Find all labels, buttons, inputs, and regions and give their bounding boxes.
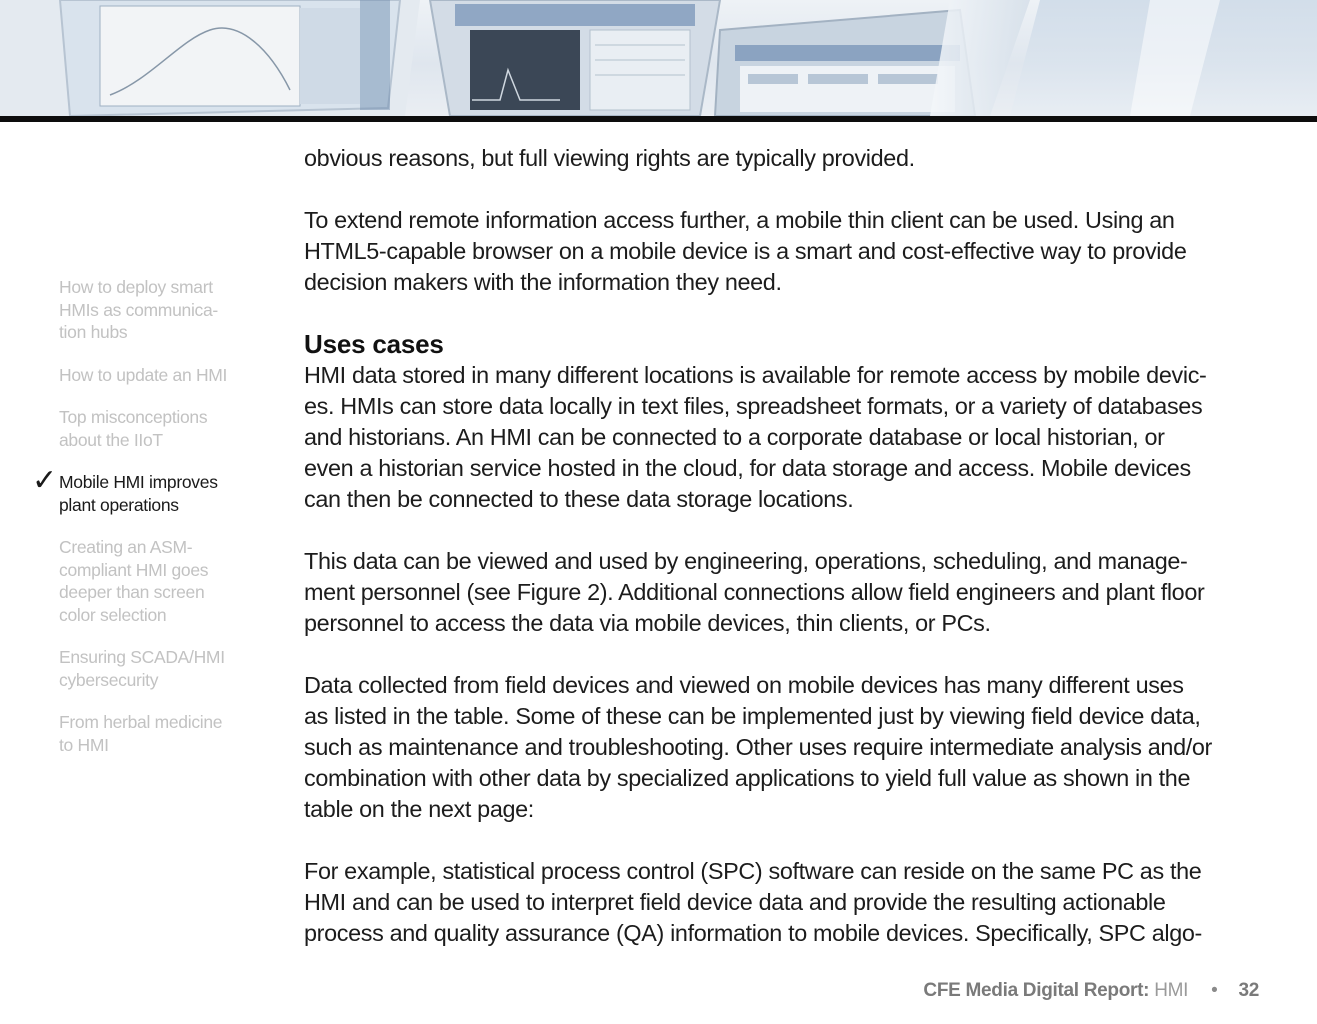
header-divider [0, 116, 1317, 122]
toc-item-asm-compliant-hmi[interactable]: Creating an ASM- compliant HMI goes deeper than screen color selection [59, 537, 209, 625]
paragraph-personnel-access: This data can be viewed and used by engineering, operations, scheduling, and manage- ment personnel (see Figure 2). Additional connections allow field engineers and plant floor personnel to access the data via mobile devices, thin clients, or PCs. [304, 548, 1205, 636]
paragraph-spc-example: For example, statistical process control (SPC) software can reside on the same PC as the HMI and can be used to interpret field device data and provide the resulting actionable process and quality assurance (QA) information to mobile devices. Specifically, SPC algo- [304, 858, 1202, 946]
footer-separator-bullet: • [1211, 980, 1218, 1001]
hmi-screens-illustration [0, 0, 1317, 116]
paragraph-mobile-thin-client: To extend remote information access further, a mobile thin client can be used. Using an HTML5-capable browser on a mobile device is a smart and cost-effective way to provide decision makers with the information they need. [304, 207, 1187, 295]
toc-item-update-hmi[interactable]: How to update an HMI [59, 364, 228, 385]
page-number: 32 [1238, 980, 1259, 1001]
section-heading-uses-cases: Uses cases [304, 329, 444, 359]
paragraph-data-uses: Data collected from field devices and viewed on mobile devices has many different uses as listed in the table. Some of these can be implemented just by viewing field device data, such as maintenance and troubleshooting. Other uses require intermediate analysis and/or combination with other data by specialized applications to yield full value as shown in the table on the next page: [304, 672, 1212, 822]
paragraph-data-storage: HMI data stored in many different locations is available for remote access by mobile devic- es. HMIs can store data locally in text files, spreadsheet formats, or a variety of databases and historians. An HMI can be connected to a corporate database or local historian, or even a historian service hosted in the cloud, for data storage and access. Mobile devices can then be connected to these data storage locations. [304, 362, 1207, 512]
footer-publication: CFE Media Digital Report: [923, 980, 1150, 1001]
toc-item-scada-cybersecurity[interactable]: Ensuring SCADA/HMI cybersecurity [59, 647, 225, 690]
article-body [304, 143, 1264, 980]
header-banner-image [0, 0, 1317, 116]
toc-item-mobile-hmi-current[interactable] [24, 463, 249, 516]
toc-item-herbal-medicine[interactable]: From herbal medicine to HMI [59, 712, 223, 755]
table-of-contents-sidebar [24, 276, 249, 776]
current-article-check-icon: ✓ [32, 463, 57, 498]
paragraph-continuation: obvious reasons, but full viewing rights are typically provided. [304, 145, 915, 171]
toc-item-iiot-misconceptions[interactable]: Top misconceptions about the IIoT [59, 407, 208, 450]
footer-topic: HMI [1154, 980, 1189, 1001]
page-footer [923, 978, 1259, 1004]
toc-item-deploy-smart-hmis[interactable]: How to deploy smart HMIs as communica- tion hubs [59, 277, 218, 342]
toc-item-label: Mobile HMI improves plant operations [59, 472, 218, 515]
